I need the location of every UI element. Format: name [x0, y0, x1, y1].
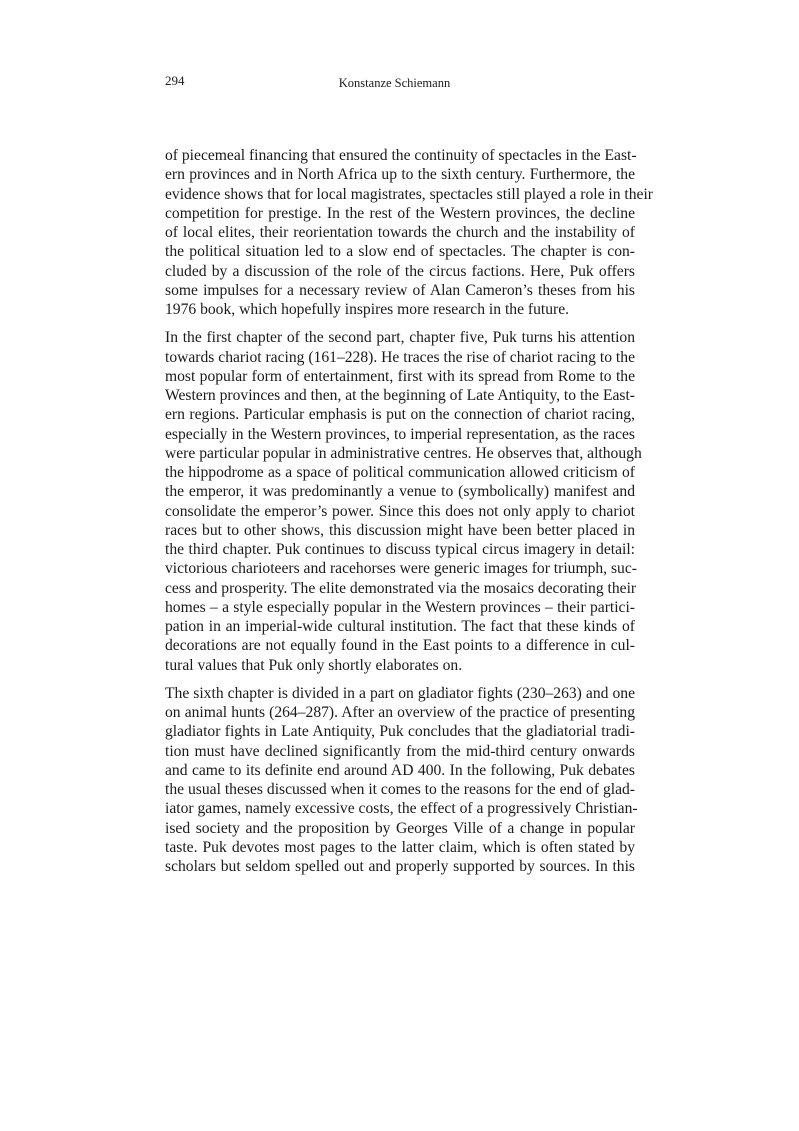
text-line: especially in the Western provinces, to imperial representation, as the races: [165, 425, 635, 443]
text-line: tion must have declined significantly from the mid-third century onwards: [165, 742, 635, 760]
text-line: The sixth chapter is divided in a part on gladiator fights (230–263) and one: [165, 684, 635, 702]
paragraph: [165, 146, 654, 319]
text-line: victorious charioteers and racehorses were generic images for triumph, suc-: [165, 560, 637, 578]
text-line: iator games, namely excessive costs, the effect of a progressively Christian-: [165, 800, 638, 818]
page-number: 294: [165, 73, 185, 88]
text-line: Western provinces and then, at the beginning of Late Antiquity, to the East-: [165, 387, 635, 404]
text-line: the usual theses discussed when it comes to the reasons for the end of glad-: [165, 781, 635, 798]
text-line: were particular popular in administrative centres. He observes that, although: [165, 444, 642, 462]
text-line: gladiator fights in Late Antiquity, Puk concludes that the gladiatorial tradi-: [165, 723, 635, 741]
text-line: on animal hunts (264–287). After an overview of the practice of presenting: [165, 704, 635, 721]
running-head-author: Konstanze Schiemann: [338, 76, 451, 90]
text-line: 1976 book, which hopefully inspires more research in the future.: [165, 301, 570, 318]
text-line: and came to its definite end around AD 400. In the following, Puk debates: [165, 761, 635, 779]
text-line: evidence shows that for local magistrates, spectacles still played a role in their: [165, 185, 654, 203]
text-line: consolidate the emperor’s power. Since this does not only apply to chariot: [165, 502, 635, 520]
text-line: ern provinces and in North Africa up to the sixth century. Furthermore, the: [165, 166, 635, 184]
text-line: cess and prosperity. The elite demonstrated via the mosaics decorating their: [165, 579, 637, 597]
text-line: the hippodrome as a space of political communication allowed criticism of: [165, 464, 635, 481]
text-line: tural values that Puk only shortly elaborates on.: [165, 656, 463, 674]
text-line: the political situation led to a slow end of spectacles. The chapter is con-: [165, 243, 635, 261]
text-line: homes – a style especially popular in the Western provinces – their partici-: [165, 598, 635, 616]
text-line: scholars but seldom spelled out and properly supported by sources. In this: [165, 858, 635, 875]
body-text: [165, 146, 654, 885]
text-line: cluded by a discussion of the role of the circus factions. Here, Puk offers: [165, 262, 635, 280]
text-line: of piecemeal financing that ensured the continuity of spectacles in the East-: [165, 147, 637, 164]
text-line: the third chapter. Puk continues to discuss typical circus imagery in detail:: [165, 541, 635, 558]
text-line: ern regions. Particular emphasis is put on the connection of chariot racing,: [165, 406, 635, 424]
text-line: In the first chapter of the second part, chapter five, Puk turns his attention: [165, 329, 635, 347]
text-line: races but to other shows, this discussion might have been better placed in: [165, 521, 635, 539]
text-line: ised society and the proposition by Georges Ville of a change in popular: [165, 819, 635, 837]
text-line: taste. Puk devotes most pages to the latter claim, which is often stated by: [165, 838, 635, 856]
text-line: the emperor, it was predominantly a venue to (symbolically) manifest and: [165, 483, 635, 501]
text-line: decorations are not equally found in the East points to a difference in cul-: [165, 637, 635, 655]
paragraph: [165, 328, 642, 675]
text-line: of local elites, their reorientation towards the church and the instability of: [165, 224, 635, 241]
text-line: some impulses for a necessary review of Alan Cameron’s theses from his: [165, 281, 635, 299]
text-line: competition for prestige. In the rest of the Western provinces, the decline: [165, 204, 635, 222]
text-line: towards chariot racing (161–228). He traces the rise of chariot racing to the: [165, 348, 635, 366]
text-line: pation in an imperial-wide cultural institution. The fact that these kinds of: [165, 618, 635, 635]
text-line: most popular form of entertainment, first with its spread from Rome to the: [165, 367, 635, 385]
paragraph: [165, 684, 638, 877]
running-head: [0, 76, 799, 91]
